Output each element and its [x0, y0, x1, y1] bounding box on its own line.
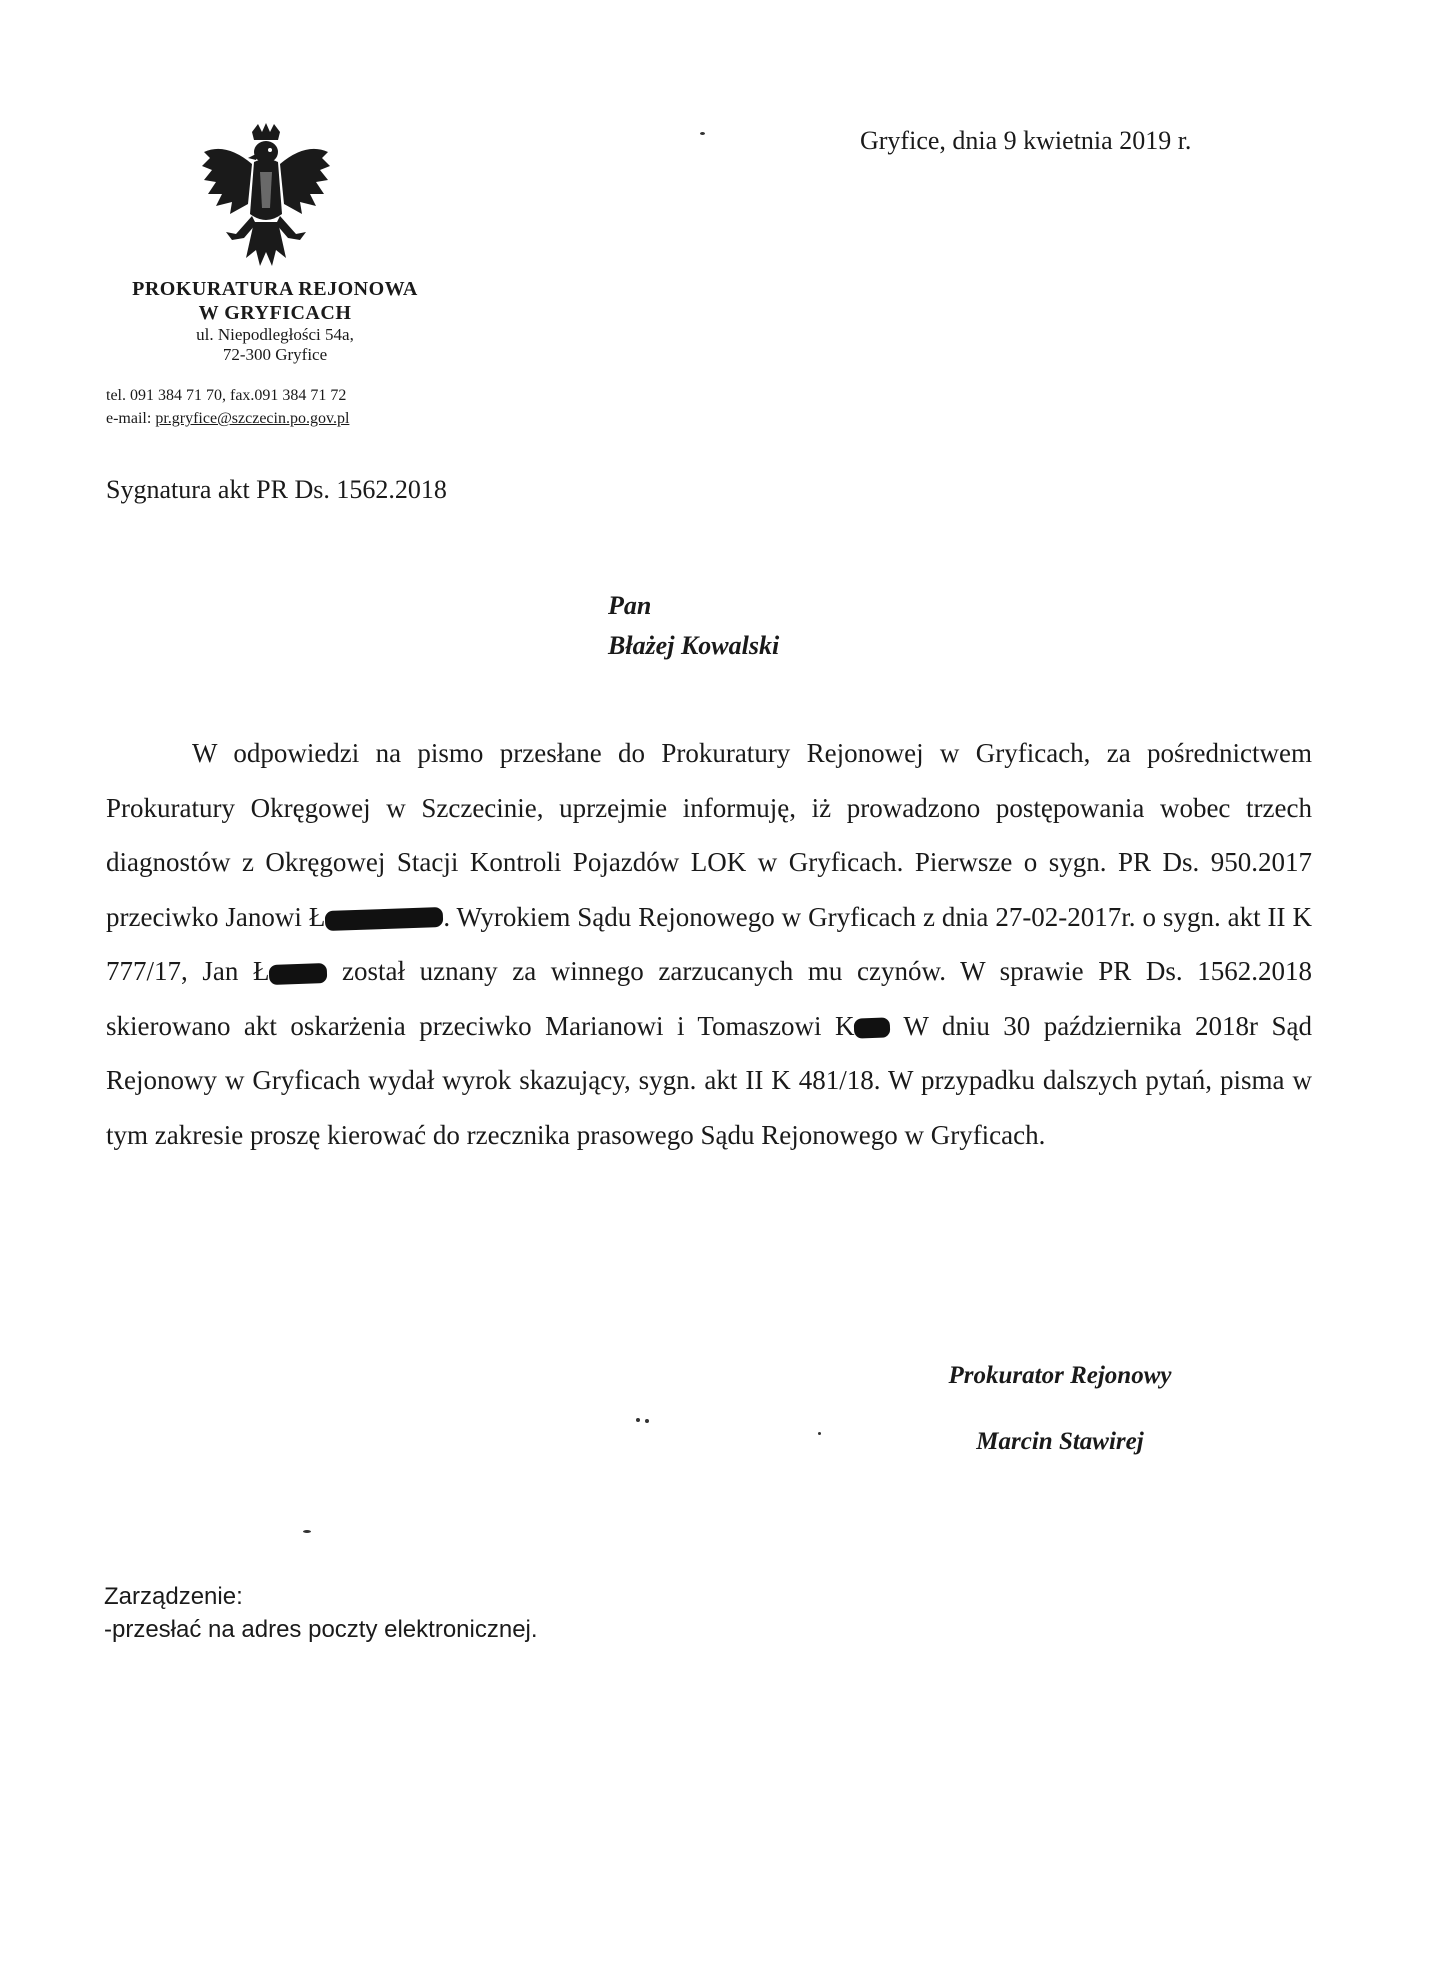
signer-name: Marcin Stawirej — [976, 1428, 1144, 1455]
scan-speck — [700, 132, 705, 135]
institution-block — [100, 278, 450, 365]
institution-street: ul. Niepodległości 54a, — [196, 325, 354, 345]
order-block — [104, 1580, 538, 1646]
polish-eagle-emblem-icon — [196, 122, 336, 272]
case-reference: Sygnatura akt PR Ds. 1562.2018 — [106, 475, 447, 504]
contact-block — [106, 384, 349, 430]
body-part-1: W odpowiedzi na pismo przesłane do Prokuratury Rejonowej w Gryficach, za pośrednictwem Prokuratury Okręgowej w Szczecinie, uprzejmie informuję, iż prowadzono postępowania wobec trzech diagnostów z Okręgowej Stacji Kontroli Pojazdów LOK w Gryficach. Pierwsze o sygn. PR Ds. 950.2017 przeciwko Janowi Ł — [106, 738, 1312, 932]
body-part-4: W dniu 30 października 2018r Sąd Rejonowy w Gryficach wydał wyrok skazujący, sygn. akt II K 481/18. W przypadku dalszych pytań, pisma w tym zakresie proszę kierować do rzecznika prasowego Sądu Rejonowego w Gryficach. — [106, 1010, 1312, 1150]
redaction-mark — [269, 963, 328, 985]
phone-fax: tel. 091 384 71 70, fax.091 384 71 72 — [106, 387, 347, 404]
institution-name-line1: PROKURATURA REJONOWA — [132, 278, 418, 300]
email-link[interactable]: pr.gryfice@szczecin.po.gov.pl — [155, 410, 350, 428]
signer-block — [900, 1362, 1220, 1456]
institution-postal: 72-300 Gryfice — [222, 345, 328, 365]
institution-name-line2: W GRYFICACH — [198, 301, 352, 324]
addressee-name: Błażej Kowalski — [608, 630, 780, 660]
order-line: -przesłać na adres poczty elektronicznej. — [104, 1616, 538, 1644]
addressee-block — [608, 586, 779, 665]
signer-title: Prokurator Rejonowy — [948, 1362, 1172, 1389]
scan-speck — [636, 1418, 640, 1422]
scan-speck — [303, 1530, 311, 1533]
email-line — [106, 407, 349, 430]
scan-speck — [818, 1432, 821, 1435]
addressee-salutation: Pan — [608, 591, 652, 620]
scan-speck — [645, 1419, 649, 1423]
letter-body — [106, 726, 1312, 1162]
letter-date: Gryfice, dnia 9 kwietnia 2019 r. — [860, 126, 1192, 155]
order-heading: Zarządzenie: — [104, 1583, 243, 1610]
redaction-mark — [854, 1018, 891, 1039]
redaction-mark — [325, 907, 444, 931]
email-label: e-mail: — [106, 410, 156, 428]
body-part-2: . Wyrokiem Sądu Rejonowego w Gryficach z dnia 27-02-2017r. o sygn. akt II K 777/17, Jan Ł — [106, 901, 1312, 986]
body-part-3: został uznany za winnego zarzucanych mu czynów. W sprawie PR Ds. 1562.2018 skierowano akt oskarżenia przeciwko Marianowi i Tomaszowi K — [106, 956, 1312, 1041]
